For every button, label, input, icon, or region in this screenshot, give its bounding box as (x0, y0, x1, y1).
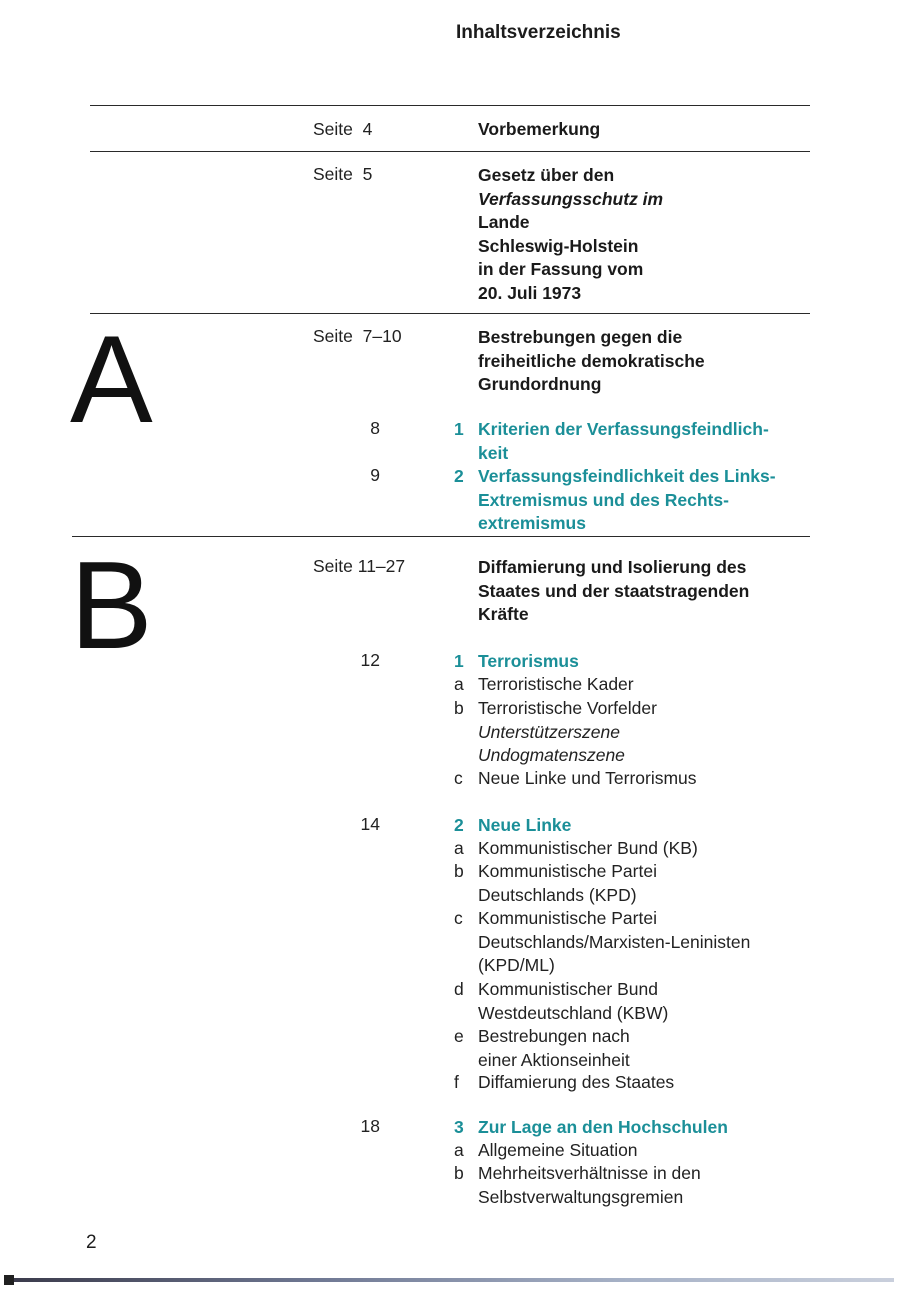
page-range: 4 (362, 119, 373, 139)
item-page: 18 (360, 1116, 380, 1136)
sub-letter: c (454, 908, 463, 928)
item-page: 14 (360, 814, 380, 834)
sub-text: Terroristische Vorfelder (478, 698, 657, 718)
sub-text: Kommunistische Partei (478, 908, 657, 928)
heading-line: Verfassungsschutz im (478, 188, 664, 209)
sub-letter: e (454, 1026, 464, 1046)
toc-heading-section-b[interactable] (478, 556, 818, 627)
page-ref-vorbemerkung (313, 119, 372, 140)
toc-heading-section-a[interactable] (478, 326, 818, 397)
page-ref-section-b (313, 556, 405, 577)
sub-text: Terroristische Kader (478, 674, 634, 694)
sub-text: einer Aktionseinheit (478, 1049, 630, 1070)
sub-item[interactable] (0, 1025, 820, 1073)
page-range: 11–27 (357, 556, 406, 576)
item-title: Neue Linke (478, 815, 572, 835)
item-line: keit (478, 442, 509, 463)
page-range: 5 (362, 164, 373, 184)
toc-item-b3[interactable] (0, 1116, 820, 1140)
sub-letter: a (454, 674, 464, 694)
sub-item[interactable] (0, 837, 820, 861)
sub-letter: b (454, 698, 464, 718)
item-number: 3 (454, 1117, 464, 1137)
seite-label: Seite (313, 326, 353, 346)
item-line: Extremismus und des Rechts- (478, 489, 729, 510)
section-letter-b: B (70, 537, 153, 675)
item-page: 8 (370, 418, 380, 438)
item-number: 2 (454, 815, 464, 835)
heading-line: in der Fassung vom (478, 259, 644, 279)
heading-line: Schleswig-Holstein (478, 235, 639, 256)
toc-item-b1[interactable] (0, 650, 820, 674)
sub-text: Kommunistischer Bund (478, 979, 658, 999)
sub-text: Allgemeine Situation (478, 1140, 638, 1160)
page-number: 2 (86, 1232, 97, 1253)
item-line: extremismus (478, 513, 586, 533)
sub-letter: b (454, 1163, 464, 1183)
item-page: 12 (360, 650, 380, 670)
toc-item-a1[interactable] (0, 418, 820, 468)
sub-item[interactable] (0, 907, 820, 979)
sub-item[interactable] (0, 978, 820, 1026)
sub-text: Selbstverwaltungsgremien (478, 1186, 684, 1207)
sub-text: Diffamierung des Staates (478, 1072, 675, 1092)
sub-letter: a (454, 838, 464, 858)
toc-item-b2[interactable] (0, 814, 820, 838)
sub-item[interactable] (0, 860, 820, 908)
divider (90, 151, 810, 152)
sub-item[interactable] (0, 1139, 820, 1163)
sub-item[interactable] (0, 767, 820, 791)
sub-item[interactable] (0, 1162, 820, 1210)
heading-line: 20. Juli 1973 (478, 282, 582, 303)
page-title: Inhaltsverzeichnis (456, 22, 621, 43)
seite-label: Seite (313, 119, 353, 139)
corner-mark (4, 1275, 14, 1285)
page-ref-section-a (313, 326, 402, 347)
bottom-edge-bar (6, 1278, 894, 1282)
item-number: 2 (454, 466, 464, 486)
sub-item[interactable] (0, 673, 820, 697)
heading-line: freiheitliche demokratische (478, 350, 705, 371)
item-title: Terrorismus (478, 651, 579, 671)
page-ref-gesetz (313, 164, 372, 185)
toc-heading-gesetz[interactable] (478, 164, 818, 305)
sub-text: Kommunistischer Bund (KB) (478, 838, 698, 858)
sub-text: Deutschlands (KPD) (478, 884, 637, 905)
sub-text-italic: Undogmatenszene (478, 745, 625, 765)
divider (90, 105, 810, 106)
section-letter-a: A (70, 311, 153, 449)
divider (90, 313, 810, 314)
sub-text: Westdeutschland (KBW) (478, 1002, 669, 1023)
heading-line: Gesetz über den (478, 165, 615, 185)
sub-text-italic: Unterstützerszene (478, 721, 621, 742)
heading-line: Grundordnung (478, 374, 602, 394)
sub-letter: c (454, 768, 463, 788)
seite-label: Seite (313, 164, 353, 184)
heading-line: Staates und der staatstragenden (478, 580, 750, 601)
sub-item[interactable] (0, 697, 820, 769)
item-page: 9 (370, 465, 380, 485)
sub-text: Bestrebungen nach (478, 1026, 630, 1046)
item-line: Kriterien der Verfassungsfeindlich- (478, 419, 769, 439)
item-number: 1 (454, 419, 464, 439)
item-number: 1 (454, 651, 464, 671)
page-range: 7–10 (362, 326, 402, 346)
sub-letter: f (454, 1072, 459, 1092)
heading-line: Lande (478, 212, 530, 232)
toc-heading-vorbemerkung[interactable]: Vorbemerkung (478, 119, 601, 139)
sub-text: Kommunistische Partei (478, 861, 657, 881)
seite-label: Seite (313, 556, 353, 576)
sub-text: (KPD/ML) (478, 955, 555, 975)
sub-letter: d (454, 979, 464, 999)
heading-line: Kräfte (478, 604, 529, 624)
sub-text: Mehrheitsverhältnisse in den (478, 1163, 701, 1183)
sub-item[interactable] (0, 1071, 820, 1095)
sub-letter: a (454, 1140, 464, 1160)
sub-text: Deutschlands/Marxisten-Leninisten (478, 931, 751, 952)
toc-item-a2[interactable] (0, 465, 820, 537)
heading-line: Diffamierung und Isolierung des (478, 557, 747, 577)
item-line: Verfassungsfeindlichkeit des Links- (478, 466, 776, 486)
sub-letter: b (454, 861, 464, 881)
sub-text: Neue Linke und Terrorismus (478, 768, 697, 788)
item-title: Zur Lage an den Hochschulen (478, 1117, 728, 1137)
heading-line: Bestrebungen gegen die (478, 327, 683, 347)
